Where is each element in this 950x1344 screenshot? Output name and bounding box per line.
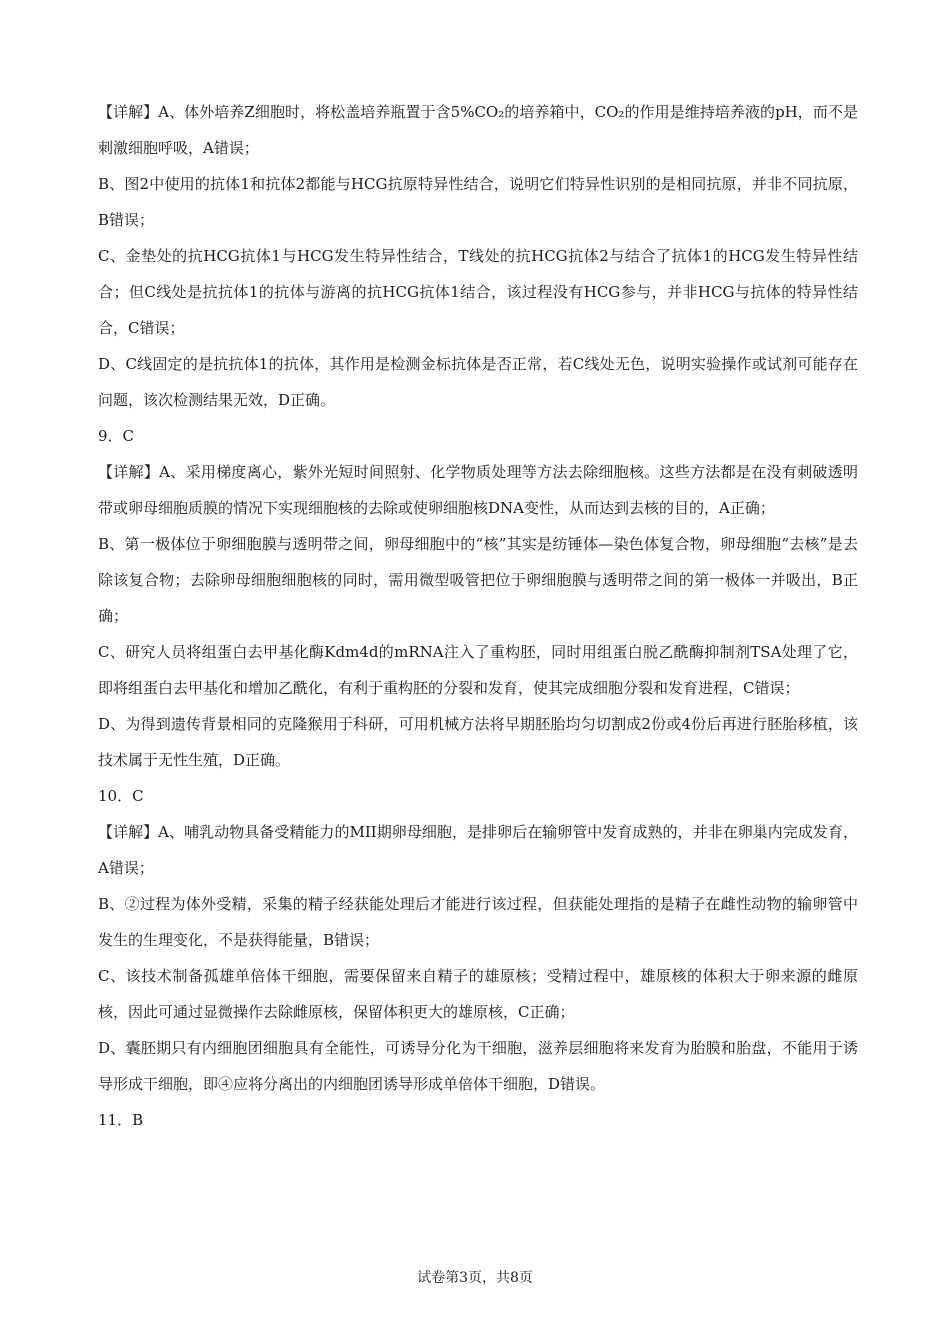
q10-explanation-a: 【详解】A、哺乳动物具备受精能力的MII期卵母细胞，是排卵后在输卵管中发育成熟的，并非在卵巢内完成发育，A错误； xyxy=(98,823,858,877)
q11-answer: 11．B xyxy=(98,1111,144,1129)
q10-explanation-c: C、该技术制备孤雄单倍体干细胞，需要保留来自精子的雄原核；受精过程中，雄原核的体积大于卵来源的雌原核，因此可通过显微操作去除雌原核，保留体积更大的雄原核，C正确； xyxy=(98,967,858,1021)
q10-explanation-d: D、囊胚期只有内细胞团细胞具有全能性，可诱导分化为干细胞，滋养层细胞将来发育为胎膜和胎盘，不能用于诱导形成干细胞，即④应将分离出的内细胞团诱导形成单倍体干细胞，D错误。 xyxy=(98,1039,858,1093)
q9-explanation-d: D、为得到遗传背景相同的克隆猴用于科研，可用机械方法将早期胚胎均匀切割成2份或4份后再进行胚胎移植，该技术属于无性生殖，D正确。 xyxy=(98,715,858,769)
page-footer: 试卷第3页，共8页 xyxy=(417,1270,533,1286)
q9-explanation-c: C、研究人员将组蛋白去甲基化酶Kdm4d的mRNA注入了重构胚，同时用组蛋白脱乙酰酶抑制剂TSA处理了它，即将组蛋白去甲基化和增加乙酰化，有利于重构胚的分裂和发育，使其完成细胞分裂和发育进程，C错误； xyxy=(98,643,858,697)
q10-answer: 10．C xyxy=(98,787,144,805)
q8-explanation-c: C、金垫处的抗HCG抗体1与HCG发生特异性结合，T线处的抗HCG抗体2与结合了抗体1的HCG发生特异性结合；但C线处是抗抗体1的抗体与游离的抗HCG抗体1结合，该过程没有HCG参与，并非HCG与抗体的特异性结合，C错误； xyxy=(98,247,858,337)
answer-content xyxy=(98,94,858,1138)
q8-explanation-d: D、C线固定的是抗抗体1的抗体，其作用是检测金标抗体是否正常，若C线处无色，说明实验操作或试剂可能存在问题，该次检测结果无效，D正确。 xyxy=(98,355,858,409)
q9-explanation-b: B、第一极体位于卵细胞膜与透明带之间，卵母细胞中的“核”其实是纺锤体—染色体复合物，卵母细胞“去核”是去除该复合物；去除卵母细胞细胞核的同时，需用微型吸管把位于卵细胞膜与透明带之间的第一极体一并吸出，B正确； xyxy=(98,535,858,625)
q8-explanation-a: 【详解】A、体外培养Z细胞时，将松盖培养瓶置于含5%CO₂的培养箱中，CO₂的作用是维持培养液的pH，而不是刺激细胞呼吸，A错误； xyxy=(98,103,858,157)
q10-explanation-b: B、②过程为体外受精，采集的精子经获能处理后才能进行该过程，但获能处理指的是精子在雌性动物的输卵管中发生的生理变化，不是获得能量，B错误； xyxy=(98,895,858,949)
q9-explanation-a: 【详解】A、采用梯度离心，紫外光短时间照射、化学物质处理等方法去除细胞核。这些方法都是在没有刺破透明带或卵母细胞质膜的情况下实现细胞核的去除或使卵细胞核DNA变性，从而达到去核的目的，A正确； xyxy=(98,463,858,517)
q9-answer: 9．C xyxy=(98,427,135,445)
q8-explanation-b: B、图2中使用的抗体1和抗体2都能与HCG抗原特异性结合，说明它们特异性识别的是相同抗原，并非不同抗原，B错误； xyxy=(98,175,858,229)
